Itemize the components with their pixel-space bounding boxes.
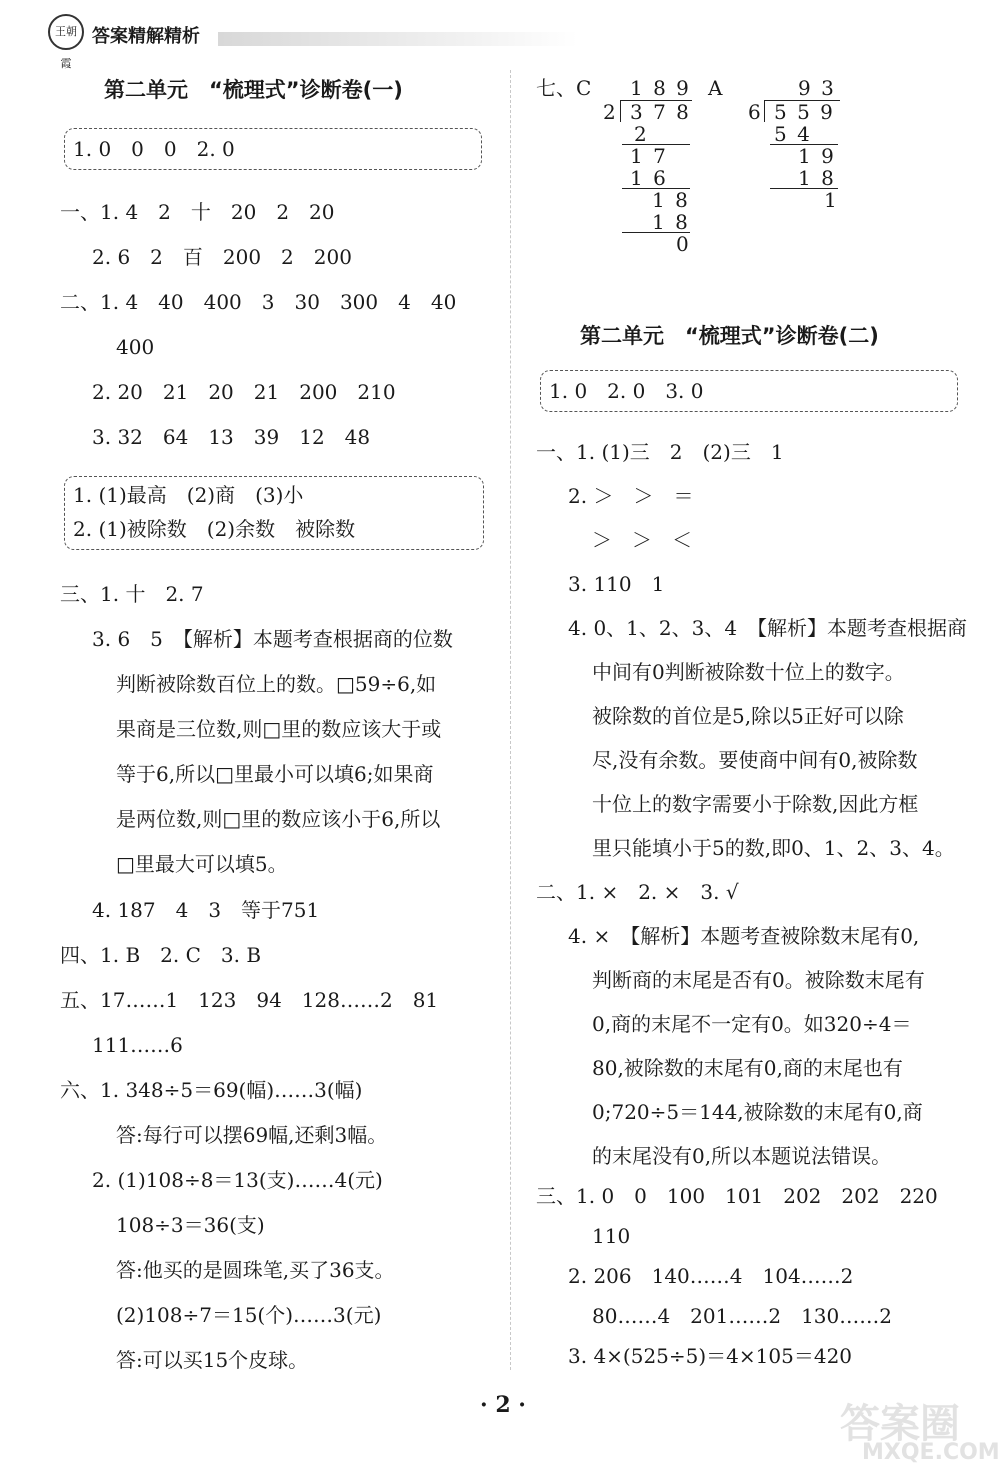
answer-line: 4. 187 4 3 等于751 <box>92 898 320 922</box>
answer-line: 答:他买的是圆珠笔,买了36支。 <box>116 1258 395 1282</box>
section-title-left: 第二单元 “梳理式”诊断卷(一) <box>104 78 403 102</box>
answer-line: 二、1. × 2. × 3. √ <box>536 880 739 904</box>
answer-box-2-line1: 1. (1)最高 (2)商 (3)小 <box>73 483 304 507</box>
answer-line: 六、1. 348÷5＝69(幅)……3(幅) <box>60 1078 363 1102</box>
answer-line: 判断被除数百位上的数。□59÷6,如 <box>116 672 437 696</box>
answer-line: 3. 4×(525÷5)＝4×105＝420 <box>568 1344 853 1368</box>
watermark: 答案圈 <box>840 1401 960 1447</box>
answer-line: □里最大可以填5。 <box>116 852 288 876</box>
divisor: 6 <box>748 100 761 124</box>
publisher-logo-icon: 王朝霞 <box>48 14 84 50</box>
answer-line: 等于6,所以□里最小可以填6;如果商 <box>116 762 434 786</box>
header-decoration <box>218 32 578 46</box>
header-title: 答案精解精析 <box>92 26 200 47</box>
page-header <box>48 14 538 70</box>
answer-line: 果商是三位数,则□里的数应该大于或 <box>116 717 442 741</box>
answer-line: 答:可以买15个皮球。 <box>116 1348 309 1372</box>
answer-line: 被除数的首位是5,除以5正好可以除 <box>592 704 904 728</box>
answer-line: 二、1. 4 40 400 3 30 300 4 40 <box>60 290 457 314</box>
answer-line: 3. 32 64 13 39 12 48 <box>92 425 371 449</box>
dividend: 5 5 9 <box>774 100 835 124</box>
answer-box-1 <box>64 128 482 170</box>
answer-line: 0;720÷5＝144,被除数的末尾有0,商 <box>592 1100 923 1124</box>
answer-line: 七、C <box>536 76 592 100</box>
answer-line: 答:每行可以摆69幅,还剩3幅。 <box>116 1123 388 1147</box>
dividend: 3 7 8 <box>630 100 691 124</box>
column-divider <box>510 70 511 1370</box>
divisor: 2 <box>603 100 616 124</box>
quotient: 9 3 <box>798 76 836 100</box>
answer-line: 里只能填小于5的数,即0、1、2、3、4。 <box>592 836 955 860</box>
step: 0 <box>676 232 689 256</box>
step: 1 9 <box>798 144 836 168</box>
answer-line: 108÷3＝36(支) <box>116 1213 265 1237</box>
answer-line: 80……4 201……2 130……2 <box>592 1304 892 1328</box>
page-number: · 2 · <box>480 1392 526 1418</box>
step: 2 <box>634 122 647 146</box>
answer-line: 4. 0、1、2、3、4 【解析】本题考查根据商 <box>568 616 968 640</box>
answer-line: 2. 20 21 20 21 200 210 <box>92 380 396 404</box>
answer-line: 3. 110 1 <box>568 572 665 596</box>
answer-line: 80,被除数的末尾有0,商的末尾也有 <box>592 1056 903 1080</box>
answer-line: ＞ ＞ ＜ <box>592 528 692 552</box>
quotient: 1 8 9 <box>630 76 691 100</box>
step: 1 6 <box>630 166 668 190</box>
answer-box-2 <box>64 476 484 550</box>
answer-line: 2. 206 140……4 104……2 <box>568 1264 854 1288</box>
answer-line: 2. ＞ ＞ ＝ <box>568 484 694 508</box>
answer-line: 一、1. (1)三 2 (2)三 1 <box>536 440 784 464</box>
answer-line: 判断商的末尾是否有0。被除数末尾有 <box>592 968 925 992</box>
answer-line: 十位上的数字需要小于除数,因此方框 <box>592 792 919 816</box>
answer-line: 2. 6 2 百 200 2 200 <box>92 245 352 269</box>
step: 1 8 <box>798 166 836 190</box>
answer-line: 四、1. B 2. C 3. B <box>60 943 262 967</box>
answer-line: 中间有0判断被除数十位上的数字。 <box>592 660 905 684</box>
watermark-url: MXQE.COM <box>862 1440 1000 1465</box>
step: 1 8 <box>652 188 690 212</box>
answer-line: 五、17……1 123 94 128……2 81 <box>60 988 439 1012</box>
section-title-right: 第二单元 “梳理式”诊断卷(二) <box>580 324 879 348</box>
answer-line: 110 <box>592 1224 631 1248</box>
answer-line: 三、1. 十 2. 7 <box>60 582 204 606</box>
answer-line: 的末尾没有0,所以本题说法错误。 <box>592 1144 892 1168</box>
step: 1 8 <box>652 210 690 234</box>
division-bracket <box>620 100 621 122</box>
answer-line: 2. (1)108÷8＝13(支)……4(元) <box>92 1168 383 1192</box>
answer-line: 一、1. 4 2 十 20 2 20 <box>60 200 335 224</box>
answer-box-3 <box>540 370 958 412</box>
step: 5 4 <box>774 122 812 146</box>
answer-line: (2)108÷7＝15(个)……3(元) <box>116 1303 382 1327</box>
division-bracket <box>764 100 765 122</box>
answer-line: 0,商的末尾不一定有0。如320÷4＝ <box>592 1012 912 1036</box>
answer-line: 是两位数,则□里的数应该小于6,所以 <box>116 807 441 831</box>
answer-line: A <box>708 76 723 100</box>
step: 1 7 <box>630 144 668 168</box>
answer-line: 尽,没有余数。要使商中间有0,被除数 <box>592 748 918 772</box>
answer-box-3-text: 1. 0 2. 0 3. 0 <box>549 379 704 403</box>
answer-box-1-text: 1. 0 0 0 2. 0 <box>73 137 235 161</box>
answer-line: 3. 6 5 【解析】本题考查根据商的位数 <box>92 627 453 651</box>
answer-line: 三、1. 0 0 100 101 202 202 220 <box>536 1184 938 1208</box>
answer-line: 4. × 【解析】本题考查被除数末尾有0, <box>568 924 920 948</box>
answer-line: 400 <box>116 335 155 359</box>
answer-line: 111……6 <box>92 1033 183 1057</box>
answer-box-2-line2: 2. (1)被除数 (2)余数 被除数 <box>73 517 356 541</box>
step: 1 <box>824 188 837 212</box>
